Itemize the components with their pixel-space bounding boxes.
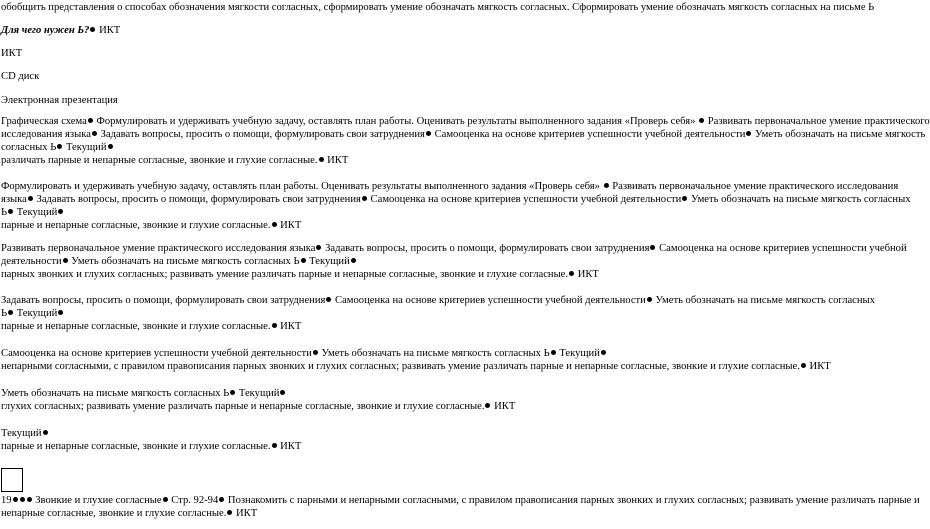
bullet-icon bbox=[351, 258, 356, 263]
bullet-icon bbox=[682, 196, 687, 201]
bullet-icon bbox=[28, 196, 33, 201]
bullet-icon bbox=[57, 144, 62, 149]
bullet-icon bbox=[313, 350, 318, 355]
bullet-icon bbox=[650, 245, 655, 250]
paragraph-8: 19 Звонкие и глухие согласные Стр. 92-94 Познакомить с парными и непарными согласными, с правилом правописания парных звонких и глухих согласных; развивать умение различать парные и непарные согласные, звонкие и глухие согласные. ИКТ bbox=[1, 495, 920, 519]
bullet-icon bbox=[63, 258, 68, 263]
paragraph-4: Задавать вопросы, просить о помощи, формулировать свои затруднения Самооценка на основе критериев успешности учебной деятельности Уметь обозначать на письме мягкость согласных Ь Текущий парные и непарные согласные, звонкие и глухие согласные. ИКТ bbox=[1, 295, 875, 332]
bullet-icon bbox=[801, 363, 806, 368]
bullet-icon bbox=[13, 497, 18, 502]
bullet-icon bbox=[316, 245, 321, 250]
bullet-icon bbox=[326, 297, 331, 302]
bullet-icon bbox=[551, 350, 556, 355]
question-line: Для чего нужен Ь? ИКТ bbox=[1, 25, 121, 36]
bullet-icon bbox=[8, 209, 13, 214]
paragraph-1: Графическая схема Формулировать и удерживать учебную задачу, оставлять план работы. Оценивать результаты выполненного задания «Проверь себя» Развивать первоначальное умение практического исследования языка Задавать вопросы, просить о помощи, формулировать свои затруднения Самооценка на основе критериев успешности учебной деятельности Уметь обозначать на письме мягкость согласных Ь Текущий различать парные и непарные согласные, звонкие и глухие согласные. ИКТ bbox=[1, 116, 930, 166]
bullet-icon bbox=[569, 271, 574, 276]
bullet-icon bbox=[699, 118, 704, 123]
resource-cd: CD диск bbox=[1, 71, 40, 82]
bullet-icon bbox=[227, 510, 232, 515]
bullet-icon bbox=[90, 27, 95, 32]
bullet-icon bbox=[604, 183, 609, 188]
bullet-icon bbox=[601, 350, 606, 355]
bullet-icon bbox=[280, 390, 285, 395]
bullet-icon bbox=[426, 131, 431, 136]
bullet-icon bbox=[219, 497, 224, 502]
bullet-icon bbox=[92, 131, 97, 136]
bullet-icon bbox=[485, 403, 490, 408]
paragraph-3: Развивать первоначальное умение практического исследования языка Задавать вопросы, просить о помощи, формулировать свои затруднения Самооценка на основе критериев успешности учебной деятельности Уметь обозначать на письме мягкость согласных Ь Текущий парных звонких и глухих согласных; развивать умение различать парные и непарные согласные, звонкие и глухие согласные. ИКТ bbox=[1, 243, 907, 280]
bullet-icon bbox=[272, 323, 277, 328]
bullet-icon bbox=[272, 222, 277, 227]
bullet-icon bbox=[272, 443, 277, 448]
bullet-icon bbox=[647, 297, 652, 302]
bullet-icon bbox=[58, 310, 63, 315]
bullet-icon bbox=[301, 258, 306, 263]
paragraph-6: Уметь обозначать на письме мягкость согласных Ь Текущий глухих согласных; развивать умение различать парные и непарные согласные, звонкие и глухие согласные. ИКТ bbox=[1, 388, 516, 412]
bullet-icon bbox=[108, 144, 113, 149]
bullet-icon bbox=[746, 131, 751, 136]
bullet-icon bbox=[43, 430, 48, 435]
paragraph-5: Самооценка на основе критериев успешности учебной деятельности Уметь обозначать на письме мягкость согласных Ь Текущий непарными согласными, с правилом правописания парных звонких и глухих согласных; развивать умение различать парные и непарные согласные, звонкие и глухие согласные. ИКТ bbox=[1, 348, 831, 372]
paragraph-7: Текущий парные и непарные согласные, звонкие и глухие согласные. ИКТ bbox=[1, 428, 302, 452]
bullet-icon bbox=[230, 390, 235, 395]
bullet-icon bbox=[319, 157, 324, 162]
paragraph-2: Формулировать и удерживать учебную задачу, оставлять план работы. Оценивать результаты выполненного задания «Проверь себя» Развивать первоначальное умение практического исследования языка Задавать вопросы, просить о помощи, формулировать свои затруднения Самооценка на основе критериев успешности учебной деятельности Уметь обозначать на письме мягкость согласных Ь Текущий парные и непарные согласные, звонкие и глухие согласные. ИКТ bbox=[1, 181, 911, 231]
question-label: Для чего нужен Ь? bbox=[1, 25, 90, 36]
goal-text: обобщить представления о способах обозначения мягкости согласных, сформировать умение обозначать мягкость согласных. Сформировать умение обозначать мягкость согласных на письме Ь bbox=[1, 2, 875, 13]
bullet-icon bbox=[58, 209, 63, 214]
bullet-icon bbox=[27, 497, 32, 502]
bullet-icon bbox=[362, 196, 367, 201]
bullet-icon bbox=[8, 310, 13, 315]
bullet-icon bbox=[88, 118, 93, 123]
bullet-icon bbox=[163, 497, 168, 502]
bullet-icon bbox=[20, 497, 25, 502]
empty-table-cell bbox=[1, 468, 23, 492]
resource-ikt: ИКТ bbox=[1, 48, 23, 59]
resource-presentation: Электронная презентация bbox=[1, 95, 118, 106]
